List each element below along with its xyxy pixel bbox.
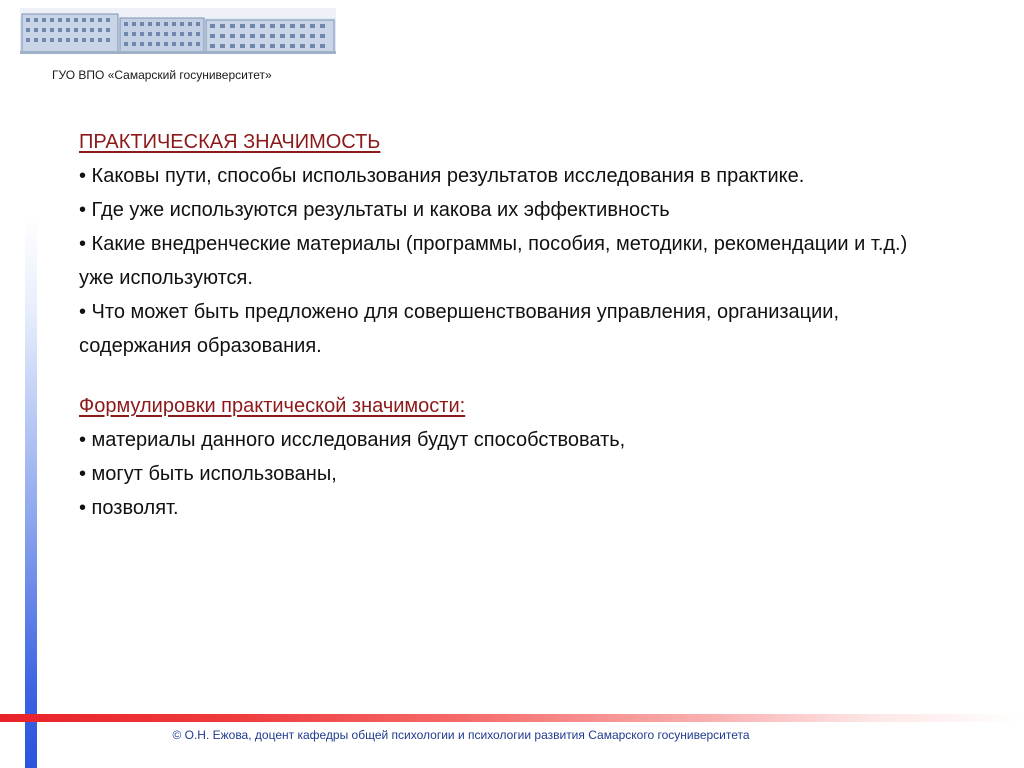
- formulation-item: • материалы данного исследования будут способствовать,: [79, 429, 626, 451]
- formulation-item: • могут быть использованы,: [79, 463, 337, 485]
- left-accent-bar: [25, 215, 37, 768]
- slide-content: [79, 125, 909, 525]
- organization-name: ГУО ВПО «Самарский госуниверситет»: [52, 68, 272, 82]
- bullet-item: • Какие внедренческие материалы (программы, пособия, методики, рекомендации и т.д.) уже используются.: [79, 233, 908, 289]
- section-spacer: [79, 363, 909, 389]
- bullet-item: • Что может быть предложено для совершенствования управления, организации, содержания образования.: [79, 301, 840, 357]
- section-title-formulations: Формулировки практической значимости:: [79, 395, 466, 417]
- bullet-item: • Каковы пути, способы использования результатов исследования в практике.: [79, 165, 805, 187]
- bottom-accent-line: [0, 714, 1024, 722]
- formulation-item: • позволят.: [79, 497, 179, 519]
- bullet-item: • Где уже используются результаты и какова их эффективность: [79, 199, 670, 221]
- footer-copyright: © О.Н. Ежова, доцент кафедры общей психологии и психологии развития Самарского госуниверситета: [172, 728, 750, 742]
- university-building-image: [20, 8, 336, 54]
- section-title-practical-significance: ПРАКТИЧЕСКАЯ ЗНАЧИМОСТЬ: [79, 131, 381, 153]
